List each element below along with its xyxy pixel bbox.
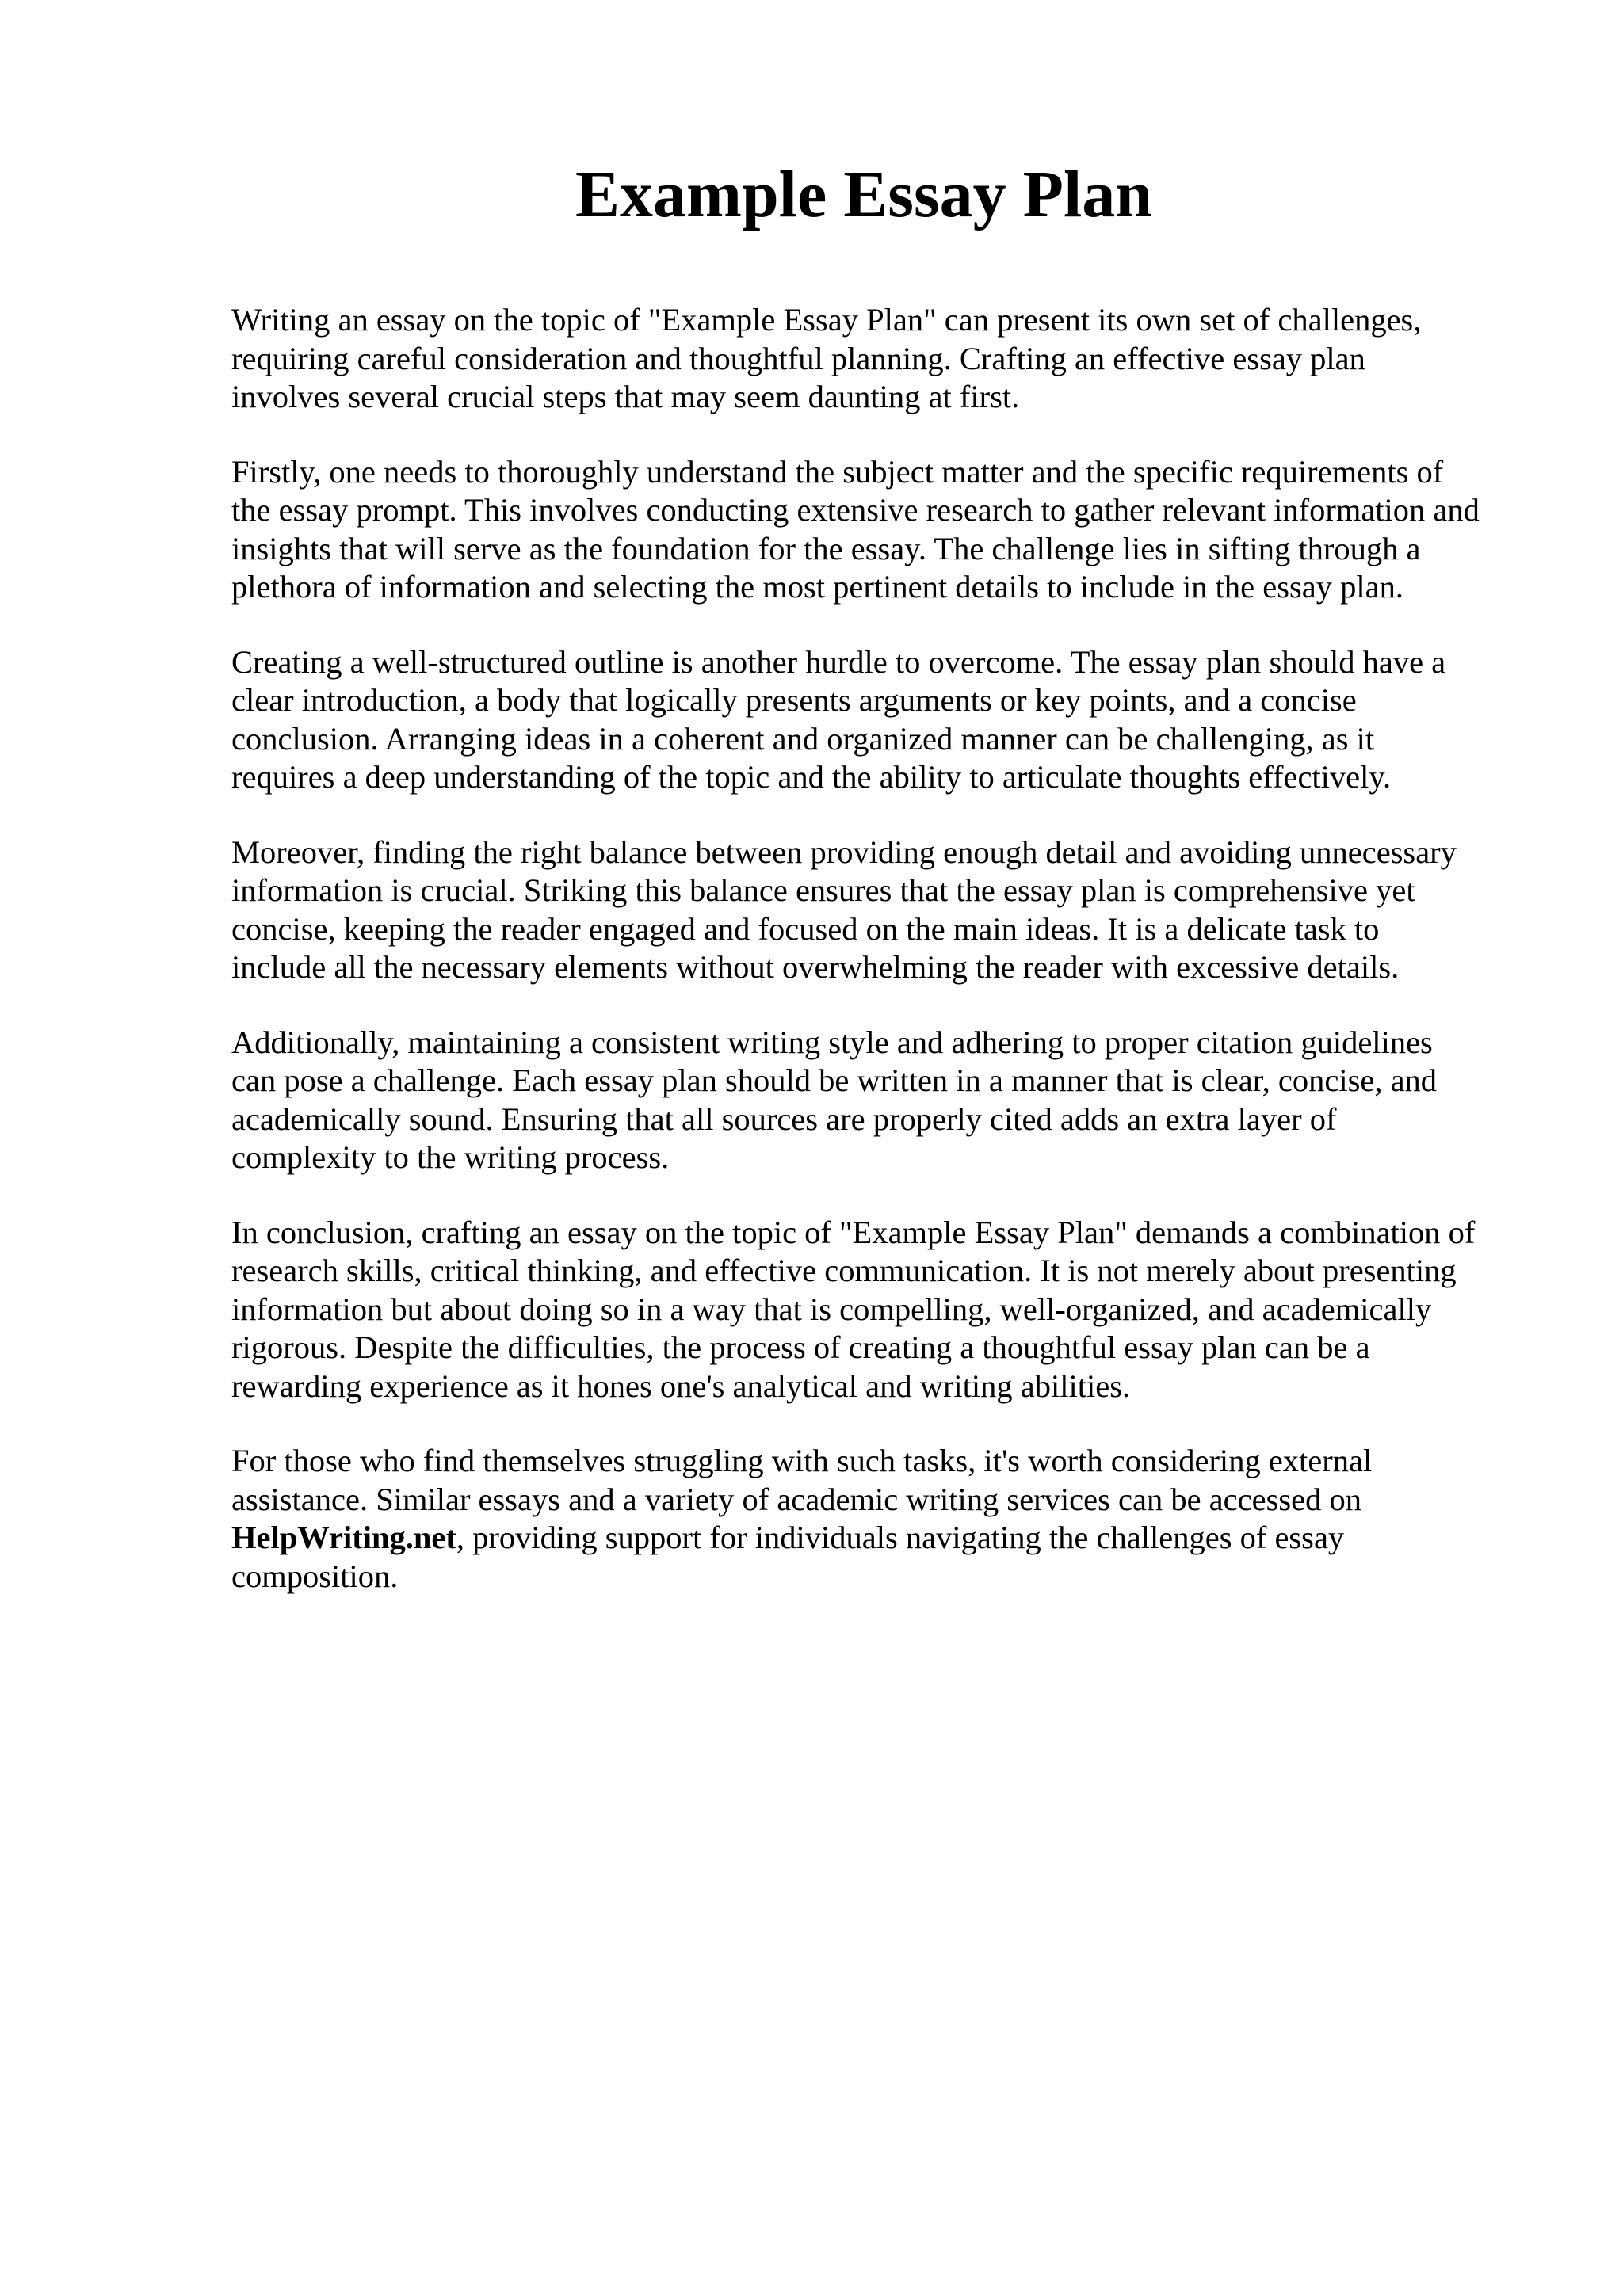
paragraph-research	[231, 453, 1515, 607]
text-line: academically sound. Ensuring that all sources are properly cited adds an extra layer of	[231, 1100, 1337, 1137]
paragraph-balance	[231, 833, 1515, 987]
text-line: plethora of information and selecting the most pertinent details to include in the essay plan.	[231, 569, 1403, 605]
document-title: Example Essay Plan	[575, 158, 1153, 231]
paragraph-style	[231, 1024, 1515, 1177]
text-line: information but about doing so in a way that is compelling, well-organized, and academically	[231, 1291, 1432, 1327]
text-line: concise, keeping the reader engaged and focused on the main ideas. It is a delicate task to	[231, 910, 1380, 947]
text-line: can pose a challenge. Each essay plan should be written in a manner that is clear, concise, and	[231, 1062, 1438, 1098]
text-line: clear introduction, a body that logically presents arguments or key points, and a concise	[231, 682, 1357, 718]
text-line: involves several crucial steps that may seem daunting at first.	[231, 379, 1020, 414]
text-line: composition.	[231, 1558, 399, 1594]
text-line: assistance. Similar essays and a variety of academic writing services can be accessed on	[231, 1481, 1361, 1517]
text-line: complexity to the writing process.	[231, 1139, 670, 1175]
text-line: the essay prompt. This involves conducting extensive research to gather relevant information and	[231, 492, 1480, 528]
text-line: Moreover, finding the right balance between providing enough detail and avoiding unnecessary	[231, 833, 1457, 870]
text-line: rewarding experience as it hones one's analytical and writing abilities.	[231, 1367, 1131, 1404]
paragraph-outline	[231, 643, 1515, 797]
text-line: include all the necessary elements without overwhelming the reader with excessive details.	[231, 949, 1400, 985]
brand-name: HelpWriting.net	[231, 1520, 456, 1555]
text-line: Firstly, one needs to thoroughly understand the subject matter and the specific requirements of	[231, 453, 1444, 490]
text-line: Writing an essay on the topic of "Example Essay Plan" can present its own set of challenges,	[231, 302, 1422, 338]
text-line: insights that will serve as the foundation for the essay. The challenge lies in sifting through a	[231, 530, 1421, 566]
text-line: For those who find themselves struggling with such tasks, it's worth considering external	[231, 1443, 1373, 1478]
text-line: Creating a well-structured outline is another hurdle to overcome. The essay plan should have a	[231, 643, 1446, 680]
text-line-with-brand	[231, 1519, 1515, 1558]
text-line: Additionally, maintaining a consistent writing style and adhering to proper citation guidelines	[231, 1024, 1433, 1060]
paragraph-closing	[231, 1442, 1515, 1596]
text-line: conclusion. Arranging ideas in a coherent and organized manner can be challenging, as it	[231, 720, 1375, 757]
text-line: rigorous. Despite the difficulties, the process of creating a thoughtful essay plan can be a	[231, 1329, 1370, 1365]
document-body	[231, 301, 1515, 1632]
text-line: In conclusion, crafting an essay on the topic of "Example Essay Plan" demands a combination of	[231, 1214, 1476, 1250]
text-line: requiring careful consideration and thoughtful planning. Crafting an effective essay plan	[231, 340, 1365, 376]
text-fragment: , providing support for individuals navigating the challenges of essay	[456, 1520, 1345, 1555]
text-line: information is crucial. Striking this balance ensures that the essay plan is comprehensive yet	[231, 872, 1415, 908]
paragraph-intro	[231, 301, 1515, 417]
paragraph-conclusion	[231, 1214, 1515, 1406]
text-line: requires a deep understanding of the topic and the ability to articulate thoughts effectively.	[231, 759, 1392, 795]
text-line: research skills, critical thinking, and effective communication. It is not merely about presenting	[231, 1253, 1457, 1288]
